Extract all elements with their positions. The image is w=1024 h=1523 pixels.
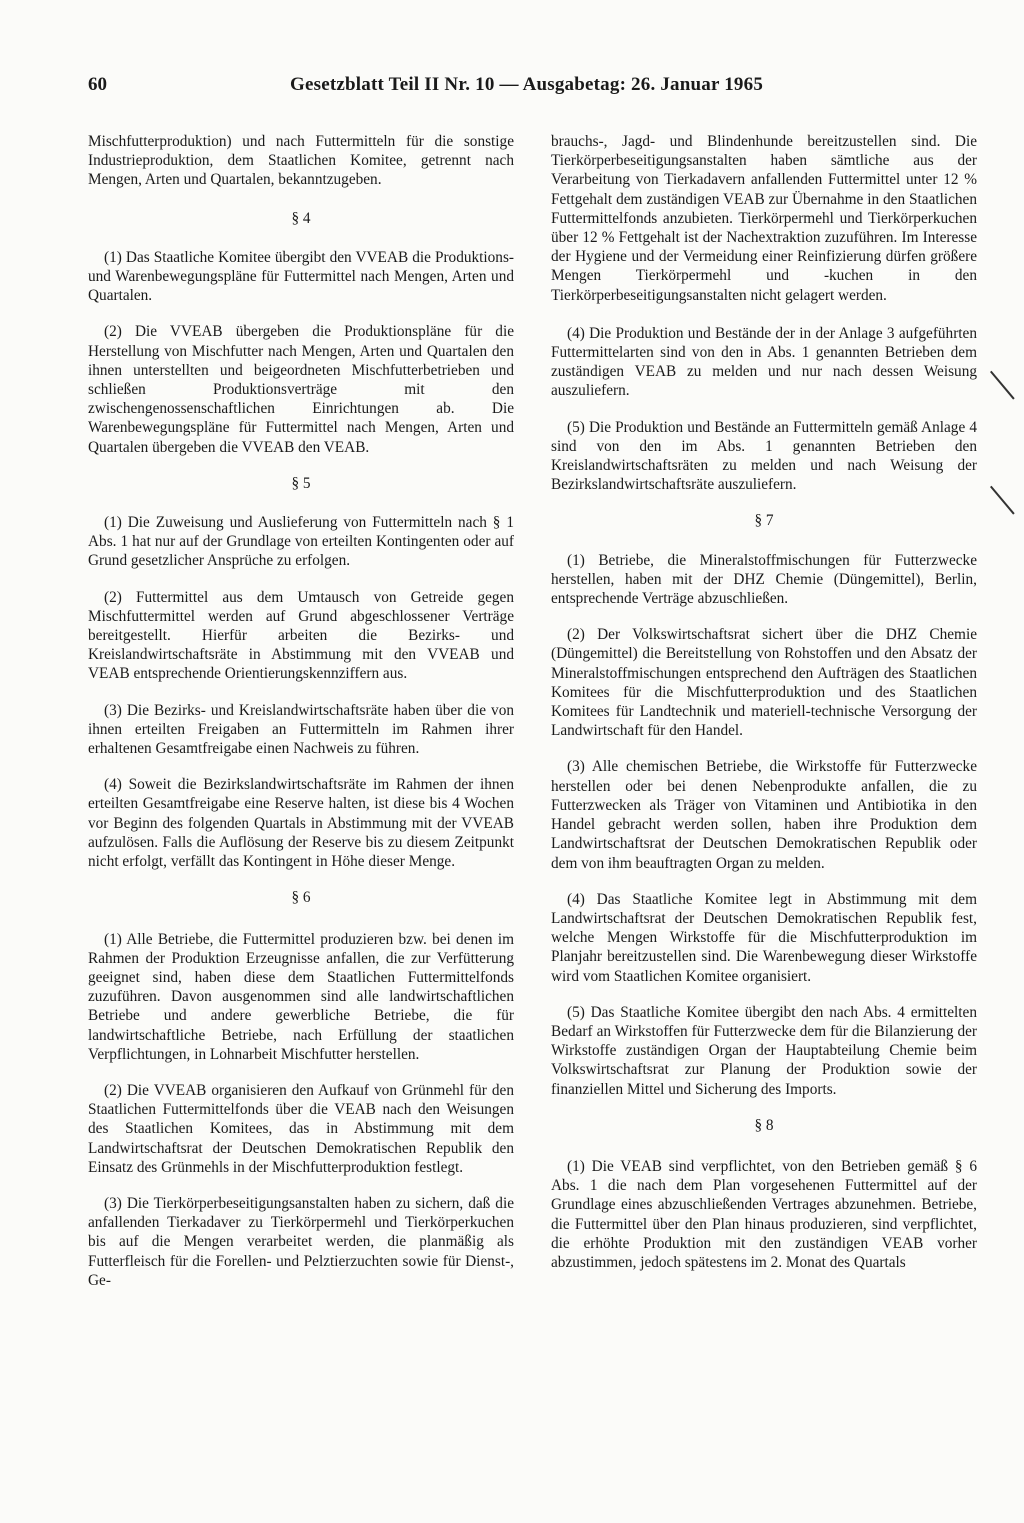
margin-annotation-mark: [990, 486, 1015, 515]
margin-annotation-mark: [990, 371, 1015, 400]
paragraph: (5) Das Staatliche Komitee übergibt den nach Abs. 4 ermittelten Bedarf an Wirkstoffen für Futterzwecke dem für die Bilanzierung der Wirkstoffe zuständigen Organ der Hauptabteilung Chemie beim Volkswirtschaftsrat zur Planung der Produktion sowie der finanziellen Mittel und Sicherung des Imports.: [551, 1003, 977, 1098]
running-head: Gesetzblatt Teil II Nr. 10 — Ausgabetag: 26. Januar 1965: [290, 74, 764, 95]
paragraph: (4) Das Staatliche Komitee legt in Abstimmung mit dem Landwirtschaftsrat der Deutschen Demokratischen Republik fest, welche Mengen Wirkstoffe für die Mischfutterproduktion im Planjahr bereitzustellen sind. Die Warenbewegung dieser Wirkstoffe wird vom Staatlichen Komitee organisiert.: [551, 890, 977, 985]
paragraph: (1) Das Staatliche Komitee übergibt den VVEAB die Produktions- und Warenbewegungspläne für Futtermittel nach Mengen, Arten und Quartalen.: [88, 248, 514, 305]
left-column: [88, 132, 514, 1307]
paragraph: (1) Die VEAB sind verpflichtet, von den Betrieben gemäß § 6 Abs. 1 die nach dem Plan vorgesehenen Futtermittel auf der Grundlage eines abzuschließenden Vertrages abzunehmen. Betriebe, die Futtermittel über den Plan hinaus produzieren, sind verpflichtet, die erhöhte Produktion mit den zuständigen VEAB vorher abzustimmen, jedoch spätestens im 2. Monat des Quartals: [551, 1157, 977, 1271]
paragraph: (3) Die Tierkörperbeseitigungsanstalten haben zu sichern, daß die anfallenden Tierkadaver zu Tierkörpermehl und Tierkörperkuchen bis auf die Mengen verarbeitet werden, die planmäßig als Futterfleisch für die Forellen- und Pelztierzuchten sowie für Dienst-, Ge-: [88, 1194, 514, 1289]
paragraph: (2) Die VVEAB übergeben die Produktionspläne für die Herstellung von Mischfutter nach Mengen, Arten und Quartalen den ihnen unterstellten und beigeordneten Mischfutterbetrieben und schließen Produktionsverträge mit den zwischengenossenschaftlichen Einrichtungen ab. Die Warenbewegungspläne für Futtermittel nach Mengen, Arten und Quartalen übergeben die VVEAB den VEAB.: [88, 323, 514, 456]
paragraph: (4) Die Produktion und Bestände der in der Anlage 3 aufgeführten Futtermittelarten sind von den in Abs. 1 genannten Betrieben dem zuständigen VEAB zu melden und nur nach dessen Weisung auszuliefern.: [551, 324, 977, 400]
right-column: [551, 132, 977, 1289]
paragraph: (4) Soweit die Bezirkslandwirtschaftsräte im Rahmen der ihnen erteilten Gesamtfreigabe eine Reserve halten, ist diese bis 4 Wochen vor Beginn des folgenden Quartals in Abstimmung mit der VVEAB aufzulösen. Falls die Auflösung der Reserve bis zu diesem Zeitpunkt nicht erfolgt, verfällt das Kontingent in Höhe dieser Menge.: [88, 776, 514, 871]
paragraph: (1) Die Zuweisung und Auslieferung von Futtermitteln nach § 1 Abs. 1 hat nur auf der Grundlage von erteilten Kontingenten oder auf Grund gesetzlicher Ansprüche zu erfolgen.: [88, 514, 514, 570]
section-heading-7: § 7: [754, 512, 774, 530]
paragraph: (2) Die VVEAB organisieren den Aufkauf von Grünmehl für den Staatlichen Futtermittelfonds über die VEAB nach den Weisungen des Staatlichen Komitees, das in Abstimmung mit dem Landwirtschaftsrat der Deutschen Demokratischen Republik den Einsatz des Grünmehls in der Mischfutterproduktion festlegt.: [88, 1081, 514, 1176]
section-heading-4: § 4: [291, 209, 311, 227]
paragraph: (2) Futtermittel aus dem Umtausch von Getreide gegen Mischfuttermittel werden auf Grund abgeschlossener Verträge bereitgestellt. Hierfür arbeiten die Bezirks- und Kreislandwirtschaftsräte in Abstimmung mit den VVEAB und VEAB entsprechende Orientierungskennziffern aus.: [88, 588, 514, 683]
section-heading-8: § 8: [754, 1116, 774, 1134]
paragraph: (1) Betriebe, die Mineralstoffmischungen für Futterzwecke herstellen, haben mit der DHZ Chemie (Düngemittel), Berlin, entsprechende Verträge abzuschließen.: [551, 551, 977, 608]
paragraph: (3) Die Bezirks- und Kreislandwirtschaftsräte haben über die von ihnen erteilten Freigaben an Futtermitteln im Rahmen ihrer erhaltenen Gesamtfreigabe einen Nachweis zu führen.: [88, 701, 514, 758]
paragraph: Mischfutterproduktion) und nach Futtermitteln für die sonstige Industrieproduktion, dem Staatlichen Komitee, getrennt nach Mengen, Arten und Quartalen, bekanntzugeben.: [88, 133, 514, 189]
section-heading-6: § 6: [291, 889, 311, 907]
paragraph: (2) Der Volkswirtschaftsrat sichert über die DHZ Chemie (Düngemittel) die Bereitstellung von Rohstoffen und den Absatz der Mineralstoffmischungen entsprechend den Aufträgen des Staatlichen Komitees für die Mischfutterproduktion und des Staatlichen Komitees für Landtechnik und materiell-technische Versorgung der Landwirtschaft für den Handel.: [551, 626, 977, 740]
paragraph: brauchs-, Jagd- und Blindenhunde bereitzustellen sind. Die Tierkörperbeseitigungsanstalten haben sämtliche aus der Verarbeitung von Tierkadavern anfallenden Futtermittel unter 12 % Fettgehalt dem zuständigen VEAB zur Übernahme in den Staatlichen Futtermittelfonds anzubieten. Tierkörpermehl und Tierkörperkuchen über 12 % Fettgehalt ist der Nachextraktion zuzuführen. Im Interesse der Hygiene und der Vermeidung einer Reinfizierung dürfen größere Mengen Tierkörpermehl und -kuchen in den Tierkörperbeseitigungsanstalten nicht gelagert werden.: [551, 133, 977, 304]
paragraph: (1) Alle Betriebe, die Futtermittel produzieren bzw. bei denen im Rahmen der Produktion Erzeugnisse anfallen, die zur Verfütterung geeignet sind, haben diese dem Staatlichen Futtermittelfonds zuzuführen. Davon ausgenommen sind alle landwirtschaftlichen Betriebe und andere gewerbliche Betriebe, die für landwirtschaftliche Betriebe, nach Erfüllung der staatlichen Verpflichtungen, in Lohnarbeit Mischfutter herstellen.: [88, 930, 514, 1063]
page-number: 60: [88, 74, 107, 95]
paragraph: (3) Alle chemischen Betriebe, die Wirkstoffe für Futterzwecke herstellen oder bei denen Nebenprodukte anfallen, die zu Futterzwecken als Träger von Vitaminen und Antibiotika in den Handel gebracht werden sollen, haben ihre Produktion dem Landwirtschaftsrat der Deutschen Demokratischen Republik oder dem von ihm beauftragten Organ zu melden.: [551, 758, 977, 872]
section-heading-5: § 5: [291, 474, 311, 492]
paragraph: (5) Die Produktion und Bestände an Futtermitteln gemäß Anlage 4 sind von den im Abs. 1 genannten Betrieben den Kreislandwirtschaftsräten zu melden und nach Weisung der Bezirkslandwirtschaftsräte auszuliefern.: [551, 418, 977, 494]
